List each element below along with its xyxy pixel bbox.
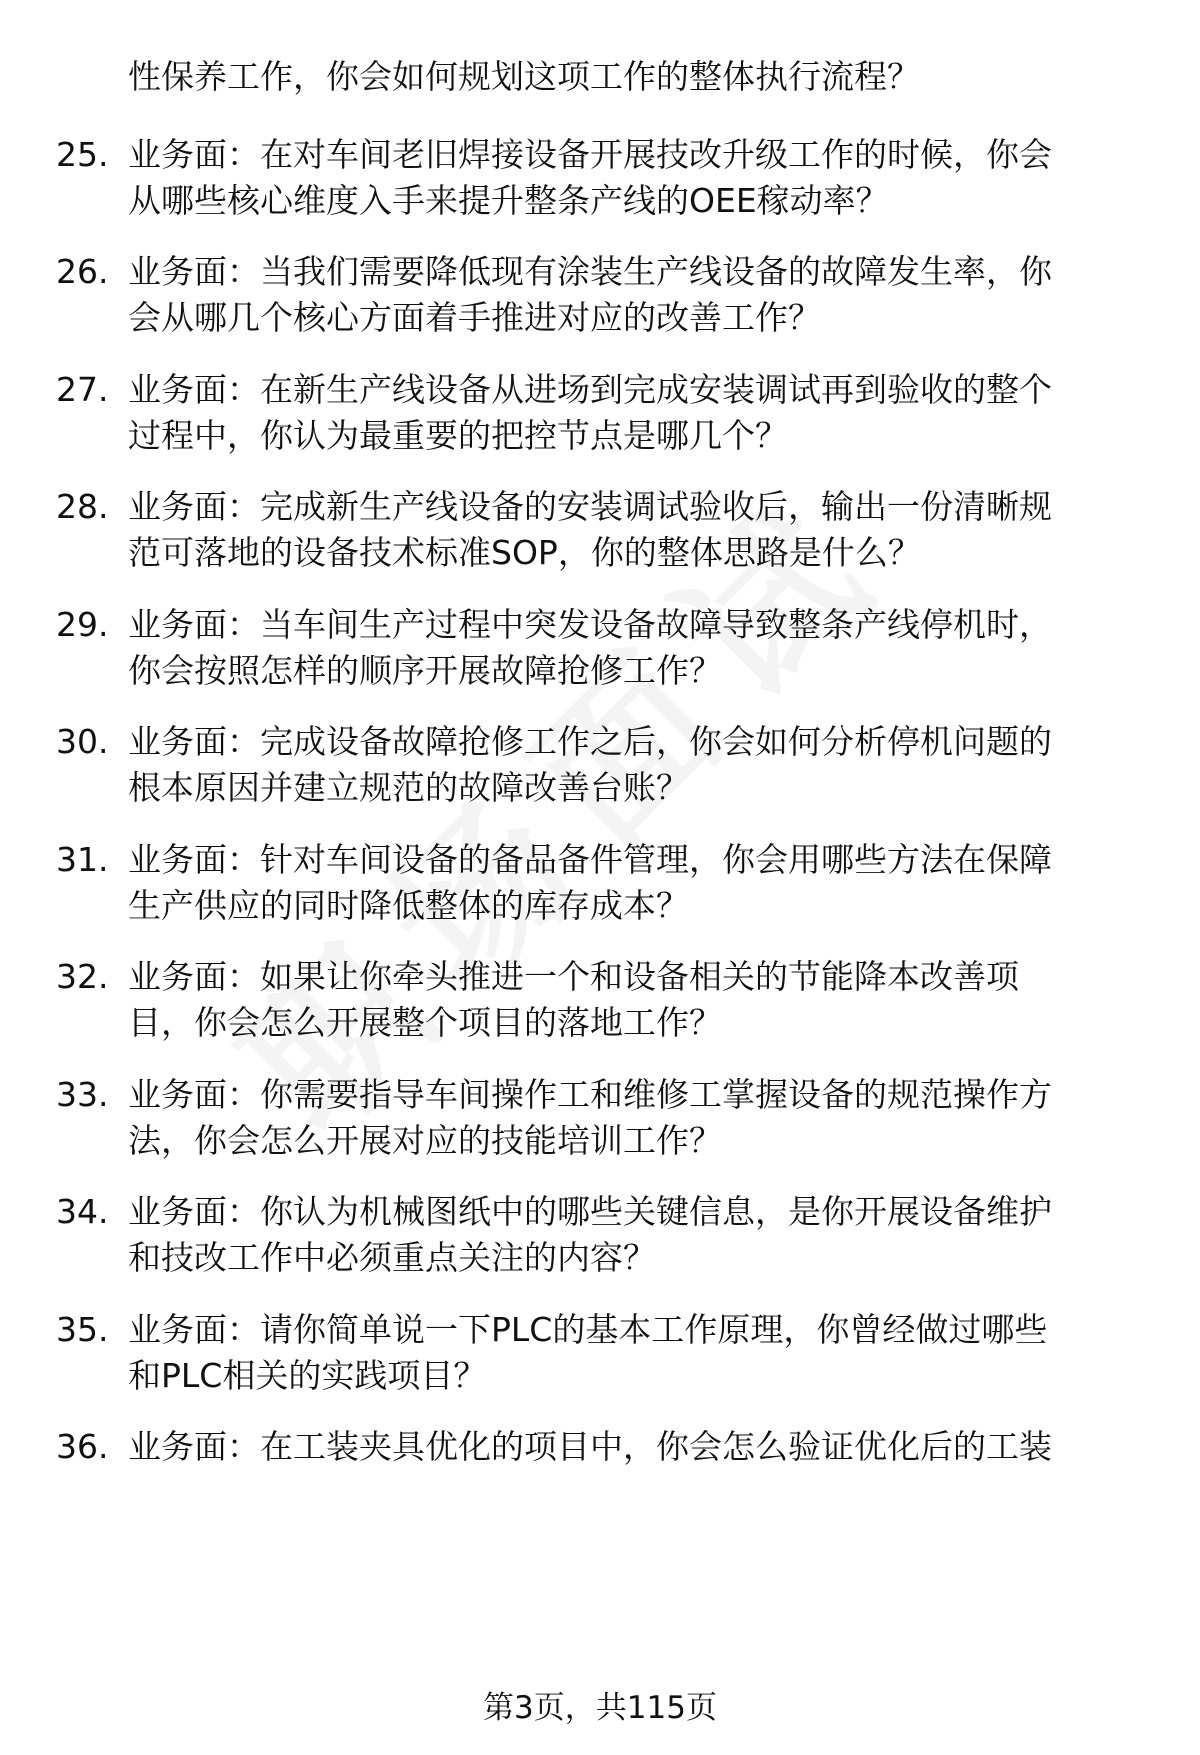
question-text-line: 业务面：在工装夹具优化的项目中，你会怎么验证优化后的工装 — [128, 1427, 1052, 1466]
question-number: 28. — [56, 487, 109, 526]
question-text-line: 业务面：当我们需要降低现有涂装生产线设备的故障发生率，你 — [128, 252, 1052, 291]
question-text-line: 业务面：在对车间老旧焊接设备开展技改升级工作的时候，你会 — [128, 135, 1052, 174]
question-number: 26. — [56, 252, 109, 291]
question-text-line: 业务面：你需要指导车间操作工和维修工掌握设备的规范操作方 — [128, 1075, 1052, 1114]
question-number: 33. — [56, 1075, 109, 1114]
question-text-line: 你会按照怎样的顺序开展故障抢修工作？ — [128, 651, 722, 690]
question-text-line: 会从哪几个核心方面着手推进对应的改善工作？ — [128, 298, 821, 337]
question-number: 35. — [56, 1310, 109, 1349]
continued-question-text: 性保养工作，你会如何规划这项工作的整体执行流程？ — [128, 57, 920, 96]
question-number: 30. — [56, 722, 109, 761]
question-number: 31. — [56, 840, 109, 879]
question-text-line: 业务面：如果让你牵头推进一个和设备相关的节能降本改善项 — [128, 957, 1019, 996]
question-text-line: 法，你会怎么开展对应的技能培训工作？ — [128, 1121, 722, 1160]
question-number: 36. — [56, 1427, 109, 1466]
question-number: 34. — [56, 1192, 109, 1231]
question-text-line: 业务面：请你简单说一下PLC的基本工作原理，你曾经做过哪些 — [128, 1310, 1048, 1349]
question-text-line: 业务面：针对车间设备的备品备件管理，你会用哪些方法在保障 — [128, 840, 1052, 879]
question-text-line: 范可落地的设备技术标准SOP，你的整体思路是什么？ — [128, 533, 921, 572]
question-number: 29. — [56, 605, 109, 644]
question-number: 25. — [56, 135, 109, 174]
question-text-line: 根本原因并建立规范的故障改善台账？ — [128, 768, 689, 807]
question-number: 32. — [56, 957, 109, 996]
question-text-line: 业务面：完成设备故障抢修工作之后，你会如何分析停机问题的 — [128, 722, 1052, 761]
question-text-line: 目，你会怎么开展整个项目的落地工作？ — [128, 1003, 722, 1042]
question-text-line: 业务面：在新生产线设备从进场到完成安装调试再到验收的整个 — [128, 370, 1052, 409]
question-text-line: 业务面：当车间生产过程中突发设备故障导致整条产线停机时， — [128, 605, 1052, 644]
question-text-line: 和PLC相关的实践项目？ — [128, 1356, 487, 1395]
question-text-line: 过程中，你认为最重要的把控节点是哪几个？ — [128, 416, 788, 455]
question-text-line: 和技改工作中必须重点关注的内容？ — [128, 1238, 656, 1277]
question-text-line: 业务面：完成新生产线设备的安装调试验收后，输出一份清晰规 — [128, 487, 1052, 526]
question-text-line: 从哪些核心维度入手来提升整条产线的OEE稼动率？ — [128, 181, 889, 220]
question-number: 27. — [56, 370, 109, 409]
question-text-line: 业务面：你认为机械图纸中的哪些关键信息，是你开展设备维护 — [128, 1192, 1052, 1231]
question-text-line: 生产供应的同时降低整体的库存成本？ — [128, 886, 689, 925]
page-footer: 第3页，共115页 — [483, 1690, 717, 1726]
